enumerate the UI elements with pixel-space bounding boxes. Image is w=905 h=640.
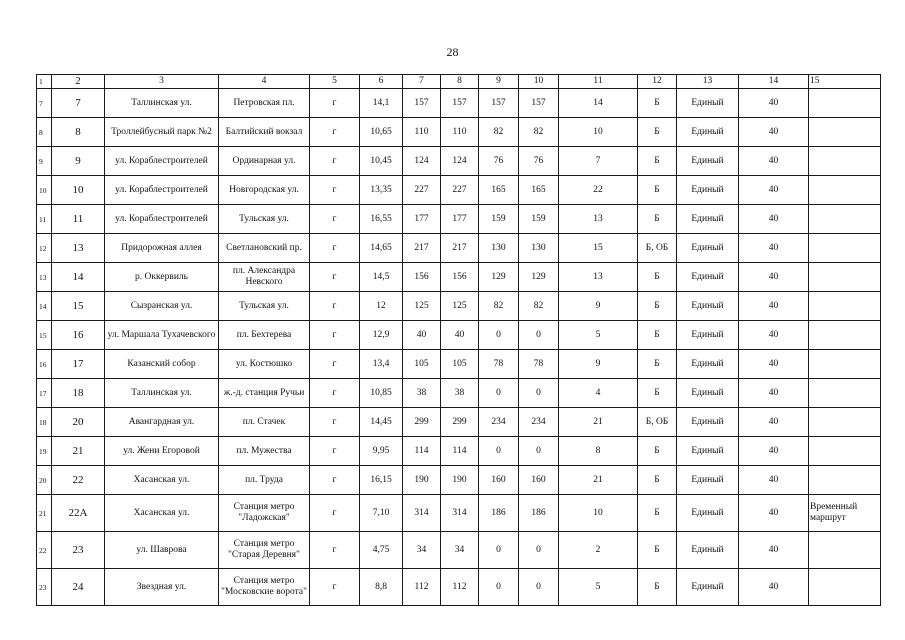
table-cell: 165 bbox=[519, 176, 559, 205]
table-cell: 10 bbox=[52, 176, 105, 205]
column-header: 3 bbox=[105, 75, 219, 89]
table-cell: 130 bbox=[479, 234, 519, 263]
table-cell: Б, ОБ bbox=[638, 234, 677, 263]
table-cell: Б bbox=[638, 321, 677, 350]
table-cell: г bbox=[310, 234, 360, 263]
table-cell: 82 bbox=[519, 292, 559, 321]
table-row bbox=[37, 321, 881, 350]
table-cell: 78 bbox=[519, 350, 559, 379]
table-cell: 177 bbox=[403, 205, 441, 234]
table-cell: 21 bbox=[52, 437, 105, 466]
table-cell: Единый bbox=[677, 437, 739, 466]
table-cell bbox=[809, 350, 881, 379]
table-cell: ул. Жени Егоровой bbox=[105, 437, 219, 466]
table-cell: г bbox=[310, 350, 360, 379]
table-row bbox=[37, 569, 881, 606]
table-cell: Единый bbox=[677, 321, 739, 350]
table-cell: 40 bbox=[739, 118, 809, 147]
table-cell: Б bbox=[638, 176, 677, 205]
table-cell: 12 bbox=[360, 292, 403, 321]
table-cell: 15 bbox=[559, 234, 638, 263]
column-header: 8 bbox=[441, 75, 479, 89]
table-cell: Петровская пл. bbox=[219, 89, 310, 118]
table-cell: 159 bbox=[519, 205, 559, 234]
table-cell: ж.-д. станция Ручьи bbox=[219, 379, 310, 408]
table-cell: 14,5 bbox=[360, 263, 403, 292]
table-cell: 125 bbox=[403, 292, 441, 321]
table-cell: Ординарная ул. bbox=[219, 147, 310, 176]
table-cell: 15 bbox=[37, 321, 52, 350]
table-cell: 40 bbox=[739, 263, 809, 292]
table-cell: Станция метро "Старая Деревня" bbox=[219, 532, 310, 569]
table-cell bbox=[809, 466, 881, 495]
table-cell: 40 bbox=[441, 321, 479, 350]
table-cell: 19 bbox=[37, 437, 52, 466]
table-cell: 299 bbox=[441, 408, 479, 437]
table-cell: Единый bbox=[677, 466, 739, 495]
table-cell: 13 bbox=[559, 263, 638, 292]
table-cell: 82 bbox=[479, 292, 519, 321]
column-header: 4 bbox=[219, 75, 310, 89]
table-cell bbox=[809, 292, 881, 321]
table-cell: ул. Кораблестроителей bbox=[105, 147, 219, 176]
table-cell: 20 bbox=[37, 466, 52, 495]
table-cell: р. Оккервиль bbox=[105, 263, 219, 292]
table-cell: 0 bbox=[479, 532, 519, 569]
table-row bbox=[37, 532, 881, 569]
table-cell bbox=[809, 408, 881, 437]
table-cell: 40 bbox=[739, 532, 809, 569]
table-cell: 227 bbox=[441, 176, 479, 205]
table-cell: 8 bbox=[559, 437, 638, 466]
table-cell: 82 bbox=[479, 118, 519, 147]
table-cell: 14,45 bbox=[360, 408, 403, 437]
table-cell: 156 bbox=[441, 263, 479, 292]
table-cell: г bbox=[310, 532, 360, 569]
table-cell: 14,65 bbox=[360, 234, 403, 263]
table-cell: 12,9 bbox=[360, 321, 403, 350]
table-cell: Временный маршрут bbox=[809, 495, 881, 532]
table-cell: 20 bbox=[52, 408, 105, 437]
table-cell: 0 bbox=[519, 379, 559, 408]
table-cell: Единый bbox=[677, 569, 739, 606]
table-row bbox=[37, 437, 881, 466]
table-cell: 110 bbox=[403, 118, 441, 147]
table-cell: 8,8 bbox=[360, 569, 403, 606]
table-cell: 13 bbox=[52, 234, 105, 263]
column-header: 11 bbox=[559, 75, 638, 89]
table-cell: Б bbox=[638, 466, 677, 495]
table-cell: Станция метро "Московские ворота" bbox=[219, 569, 310, 606]
table-cell: Единый bbox=[677, 495, 739, 532]
table-cell: ул. Шаврова bbox=[105, 532, 219, 569]
table-cell: 110 bbox=[441, 118, 479, 147]
table-cell: 40 bbox=[739, 89, 809, 118]
table-cell: 105 bbox=[403, 350, 441, 379]
table-cell: 217 bbox=[403, 234, 441, 263]
table-cell: 114 bbox=[441, 437, 479, 466]
table-cell: 0 bbox=[519, 569, 559, 606]
table-cell: 16,15 bbox=[360, 466, 403, 495]
route-table bbox=[36, 74, 881, 606]
table-cell: 10,85 bbox=[360, 379, 403, 408]
column-header: 2 bbox=[52, 75, 105, 89]
table-cell: 0 bbox=[519, 532, 559, 569]
table-cell: Единый bbox=[677, 89, 739, 118]
table-cell: 186 bbox=[519, 495, 559, 532]
column-header: 1 bbox=[37, 75, 52, 89]
table-cell: г bbox=[310, 379, 360, 408]
table-cell: Авангардная ул. bbox=[105, 408, 219, 437]
table-cell: 0 bbox=[479, 321, 519, 350]
table-header-row bbox=[37, 75, 881, 89]
table-row bbox=[37, 408, 881, 437]
table-cell: 112 bbox=[441, 569, 479, 606]
table-cell: Новгородская ул. bbox=[219, 176, 310, 205]
table-cell: 40 bbox=[739, 495, 809, 532]
table-row bbox=[37, 147, 881, 176]
table-cell: 7 bbox=[52, 89, 105, 118]
table-cell: 40 bbox=[739, 379, 809, 408]
table-cell: 40 bbox=[739, 234, 809, 263]
table-cell: 5 bbox=[559, 321, 638, 350]
table-cell: 16 bbox=[37, 350, 52, 379]
table-cell: Хасанская ул. bbox=[105, 466, 219, 495]
table-cell: г bbox=[310, 321, 360, 350]
table-cell: г bbox=[310, 176, 360, 205]
table-cell: г bbox=[310, 89, 360, 118]
table-cell: г bbox=[310, 437, 360, 466]
table-cell: 40 bbox=[739, 569, 809, 606]
table-cell: 105 bbox=[441, 350, 479, 379]
column-header: 10 bbox=[519, 75, 559, 89]
table-cell: 82 bbox=[519, 118, 559, 147]
table-cell: 14,1 bbox=[360, 89, 403, 118]
table-cell: г bbox=[310, 147, 360, 176]
table-cell: ул. Кораблестроителей bbox=[105, 205, 219, 234]
table-cell: г bbox=[310, 292, 360, 321]
table-cell: 23 bbox=[37, 569, 52, 606]
table-cell: 40 bbox=[739, 292, 809, 321]
table-row bbox=[37, 263, 881, 292]
table-cell: 129 bbox=[479, 263, 519, 292]
table-cell: Б bbox=[638, 147, 677, 176]
table-cell: 124 bbox=[441, 147, 479, 176]
table-cell: 190 bbox=[403, 466, 441, 495]
table-cell: Таллинская ул. bbox=[105, 379, 219, 408]
column-header: 9 bbox=[479, 75, 519, 89]
table-cell bbox=[809, 89, 881, 118]
table-cell: г bbox=[310, 408, 360, 437]
table-cell: пл. Мужества bbox=[219, 437, 310, 466]
table-cell: 125 bbox=[441, 292, 479, 321]
table-cell: Единый bbox=[677, 263, 739, 292]
table-cell: 21 bbox=[559, 466, 638, 495]
table-cell: 10,65 bbox=[360, 118, 403, 147]
table-cell: 9 bbox=[52, 147, 105, 176]
table-cell: 10 bbox=[559, 495, 638, 532]
table-cell: 38 bbox=[403, 379, 441, 408]
table-cell: Б bbox=[638, 569, 677, 606]
table-cell: 76 bbox=[479, 147, 519, 176]
table-cell: 13,4 bbox=[360, 350, 403, 379]
table-cell: г bbox=[310, 118, 360, 147]
table-cell: 157 bbox=[479, 89, 519, 118]
table-cell: 76 bbox=[519, 147, 559, 176]
table-cell: 8 bbox=[37, 118, 52, 147]
table-cell: 217 bbox=[441, 234, 479, 263]
table-cell: г bbox=[310, 495, 360, 532]
table-cell: Б bbox=[638, 379, 677, 408]
table-cell: пл. Бехтерева bbox=[219, 321, 310, 350]
column-header: 12 bbox=[638, 75, 677, 89]
table-row bbox=[37, 176, 881, 205]
table-cell: ул. Маршала Тухачевского bbox=[105, 321, 219, 350]
table-cell: 124 bbox=[403, 147, 441, 176]
table-cell bbox=[809, 205, 881, 234]
table-cell: Придорожная аллея bbox=[105, 234, 219, 263]
table-cell: 234 bbox=[479, 408, 519, 437]
table-cell: 7 bbox=[559, 147, 638, 176]
table-cell: 10 bbox=[559, 118, 638, 147]
table-cell: 4,75 bbox=[360, 532, 403, 569]
table-cell: Тульская ул. bbox=[219, 292, 310, 321]
table-cell bbox=[809, 118, 881, 147]
table-cell: 314 bbox=[403, 495, 441, 532]
table-cell: Балтийский вокзал bbox=[219, 118, 310, 147]
column-header: 7 bbox=[403, 75, 441, 89]
table-cell: 23 bbox=[52, 532, 105, 569]
table-cell: 15 bbox=[52, 292, 105, 321]
table-cell: г bbox=[310, 205, 360, 234]
column-header: 15 bbox=[809, 75, 881, 89]
table-cell: пл. Труда bbox=[219, 466, 310, 495]
table-cell: г bbox=[310, 263, 360, 292]
table-cell: Б bbox=[638, 532, 677, 569]
table-cell bbox=[809, 569, 881, 606]
table-cell: 190 bbox=[441, 466, 479, 495]
table-cell: 40 bbox=[739, 408, 809, 437]
table-cell: 34 bbox=[441, 532, 479, 569]
table-row bbox=[37, 466, 881, 495]
table-cell: 22 bbox=[52, 466, 105, 495]
table-cell bbox=[809, 147, 881, 176]
table-cell: 0 bbox=[479, 437, 519, 466]
table-cell: 40 bbox=[739, 437, 809, 466]
table-cell: Единый bbox=[677, 118, 739, 147]
table-cell: 40 bbox=[739, 350, 809, 379]
table-cell: Станция метро "Ладожская" bbox=[219, 495, 310, 532]
table-cell bbox=[809, 532, 881, 569]
table-cell: Б bbox=[638, 263, 677, 292]
table-cell: 299 bbox=[403, 408, 441, 437]
table-cell bbox=[809, 234, 881, 263]
table-cell: Б bbox=[638, 89, 677, 118]
table-cell: 9 bbox=[37, 147, 52, 176]
table-cell: 40 bbox=[739, 176, 809, 205]
table-cell: 17 bbox=[52, 350, 105, 379]
table-cell: 13,35 bbox=[360, 176, 403, 205]
table-cell: пл. Александра Невского bbox=[219, 263, 310, 292]
table-cell: 40 bbox=[739, 205, 809, 234]
table-cell: 314 bbox=[441, 495, 479, 532]
table-cell: 157 bbox=[519, 89, 559, 118]
table-cell: 0 bbox=[479, 379, 519, 408]
table-cell: 13 bbox=[37, 263, 52, 292]
table-cell: 14 bbox=[559, 89, 638, 118]
table-cell: 5 bbox=[559, 569, 638, 606]
table-cell: Б bbox=[638, 495, 677, 532]
table-cell: Тульская ул. bbox=[219, 205, 310, 234]
table-cell: 14 bbox=[52, 263, 105, 292]
table-cell bbox=[809, 263, 881, 292]
table-cell: 16 bbox=[52, 321, 105, 350]
table-cell: Б bbox=[638, 437, 677, 466]
table-cell: 22А bbox=[52, 495, 105, 532]
table-cell: 7 bbox=[37, 89, 52, 118]
table-cell: г bbox=[310, 466, 360, 495]
table-cell: Единый bbox=[677, 350, 739, 379]
table-cell: 0 bbox=[519, 321, 559, 350]
table-cell: 40 bbox=[739, 147, 809, 176]
table-cell: 13 bbox=[559, 205, 638, 234]
table-cell: Таллинская ул. bbox=[105, 89, 219, 118]
table-cell bbox=[809, 176, 881, 205]
table-cell: 40 bbox=[403, 321, 441, 350]
table-cell: 22 bbox=[559, 176, 638, 205]
table-cell: 165 bbox=[479, 176, 519, 205]
table-cell: 159 bbox=[479, 205, 519, 234]
table-row bbox=[37, 234, 881, 263]
table-cell: 0 bbox=[519, 437, 559, 466]
table-cell: ул. Кораблестроителей bbox=[105, 176, 219, 205]
table-row bbox=[37, 350, 881, 379]
table-cell: 40 bbox=[739, 321, 809, 350]
table-cell: 12 bbox=[37, 234, 52, 263]
table-cell: 9 bbox=[559, 350, 638, 379]
table-cell: Сызранская ул. bbox=[105, 292, 219, 321]
table-cell: г bbox=[310, 569, 360, 606]
table-cell bbox=[809, 321, 881, 350]
table-cell: 16,55 bbox=[360, 205, 403, 234]
table-cell: 177 bbox=[441, 205, 479, 234]
table-cell: 10 bbox=[37, 176, 52, 205]
column-header: 14 bbox=[739, 75, 809, 89]
table-cell: 7,10 bbox=[360, 495, 403, 532]
table-cell: Б bbox=[638, 292, 677, 321]
column-header: 5 bbox=[310, 75, 360, 89]
table-row bbox=[37, 495, 881, 532]
table-cell: 38 bbox=[441, 379, 479, 408]
table-cell: Единый bbox=[677, 234, 739, 263]
table-cell: 18 bbox=[52, 379, 105, 408]
table-cell bbox=[809, 437, 881, 466]
table-cell: 17 bbox=[37, 379, 52, 408]
table-cell: 40 bbox=[739, 466, 809, 495]
table-cell: 78 bbox=[479, 350, 519, 379]
table-cell: Единый bbox=[677, 379, 739, 408]
table-cell: 156 bbox=[403, 263, 441, 292]
table-cell: Светлановский пр. bbox=[219, 234, 310, 263]
table-cell: 227 bbox=[403, 176, 441, 205]
table-row bbox=[37, 379, 881, 408]
table-cell: Единый bbox=[677, 205, 739, 234]
table-cell: 129 bbox=[519, 263, 559, 292]
table-cell: Единый bbox=[677, 292, 739, 321]
table-cell: 114 bbox=[403, 437, 441, 466]
table-cell: 21 bbox=[559, 408, 638, 437]
column-header: 6 bbox=[360, 75, 403, 89]
table-cell: Троллейбусный парк №2 bbox=[105, 118, 219, 147]
table-cell: 157 bbox=[403, 89, 441, 118]
table-cell: 2 bbox=[559, 532, 638, 569]
table-cell: 10,45 bbox=[360, 147, 403, 176]
table-cell: Б bbox=[638, 118, 677, 147]
table-cell: 21 bbox=[37, 495, 52, 532]
table-cell: ул. Костюшко bbox=[219, 350, 310, 379]
table-cell: Единый bbox=[677, 532, 739, 569]
column-header: 13 bbox=[677, 75, 739, 89]
table-cell: 157 bbox=[441, 89, 479, 118]
table-cell: 9,95 bbox=[360, 437, 403, 466]
table-cell: 234 bbox=[519, 408, 559, 437]
table-row bbox=[37, 205, 881, 234]
table-cell: 11 bbox=[37, 205, 52, 234]
table-cell: 22 bbox=[37, 532, 52, 569]
table-cell: 14 bbox=[37, 292, 52, 321]
table-cell: Звездная ул. bbox=[105, 569, 219, 606]
table-cell: 4 bbox=[559, 379, 638, 408]
table-cell: 11 bbox=[52, 205, 105, 234]
table-cell: Единый bbox=[677, 147, 739, 176]
table-cell: Б bbox=[638, 205, 677, 234]
table-row bbox=[37, 89, 881, 118]
table-cell: 112 bbox=[403, 569, 441, 606]
table-cell: Хасанская ул. bbox=[105, 495, 219, 532]
table-cell: 24 bbox=[52, 569, 105, 606]
table-cell: Б bbox=[638, 350, 677, 379]
table-cell: 130 bbox=[519, 234, 559, 263]
table-row bbox=[37, 292, 881, 321]
table-cell: пл. Стачек bbox=[219, 408, 310, 437]
table-cell: 160 bbox=[519, 466, 559, 495]
table-cell: 186 bbox=[479, 495, 519, 532]
table-cell: 160 bbox=[479, 466, 519, 495]
table-cell: 8 bbox=[52, 118, 105, 147]
table-cell: 9 bbox=[559, 292, 638, 321]
table-row bbox=[37, 118, 881, 147]
table-cell: 18 bbox=[37, 408, 52, 437]
table-cell: Единый bbox=[677, 176, 739, 205]
table-cell bbox=[809, 379, 881, 408]
table-cell: 0 bbox=[479, 569, 519, 606]
table-cell: Казанский собор bbox=[105, 350, 219, 379]
table-cell: Единый bbox=[677, 408, 739, 437]
table-cell: Б, ОБ bbox=[638, 408, 677, 437]
page-number: 28 bbox=[446, 45, 459, 59]
table-cell: 34 bbox=[403, 532, 441, 569]
